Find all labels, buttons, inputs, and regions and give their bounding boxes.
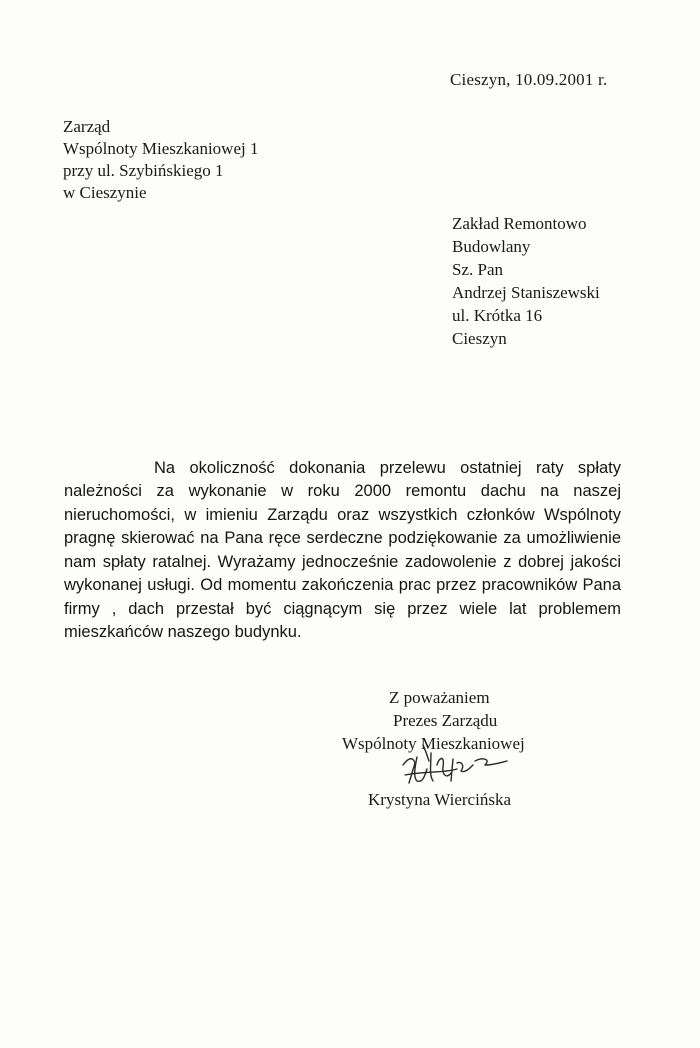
recipient-address-block bbox=[452, 212, 600, 350]
closing-organization: Wspólnoty Mieszkaniowej bbox=[342, 734, 525, 753]
recipient-line: Zakład Remontowo bbox=[452, 214, 587, 233]
place-and-date: Cieszyn, 10.09.2001 r. bbox=[450, 70, 608, 89]
sender-line: Wspólnoty Mieszkaniowej 1 bbox=[63, 139, 259, 158]
recipient-line: Budowlany bbox=[452, 237, 531, 256]
closing-salutation: Z poważaniem bbox=[389, 688, 490, 707]
handwritten-signature-icon bbox=[395, 735, 535, 795]
sender-line: Zarząd bbox=[63, 117, 111, 136]
recipient-line: ul. Krótka 16 bbox=[452, 306, 543, 325]
closing-title: Prezes Zarządu bbox=[393, 711, 498, 730]
letter-body-paragraph: Na okoliczność dokonania przelewu ostatniej raty spłaty należności za wykonanie w roku 2000 remontu dachu na naszej nieruchomości, w imieniu Zarządu oraz wszystkich członków Wspólnoty pragnę skierować na Pana ręce serdeczne podziękowanie za umożliwienie nam spłaty ratalnej. Wyrażamy jednocześnie zadowolenie z dobrej jakości wykonanej usługi. Od momentu zakończenia prac przez pracowników Pana firmy , dach przestał być ciągnącym się przez wiele lat problemem mieszkańców naszego budynku. bbox=[64, 458, 621, 641]
sender-address-block bbox=[63, 116, 258, 204]
recipient-line: Sz. Pan bbox=[452, 260, 503, 279]
sender-line: w Cieszynie bbox=[63, 183, 147, 202]
recipient-line: Andrzej Staniszewski bbox=[452, 283, 600, 302]
recipient-line: Cieszyn bbox=[452, 329, 507, 348]
signer-name: Krystyna Wiercińska bbox=[368, 790, 511, 809]
sender-line: przy ul. Szybińskiego 1 bbox=[63, 161, 224, 180]
